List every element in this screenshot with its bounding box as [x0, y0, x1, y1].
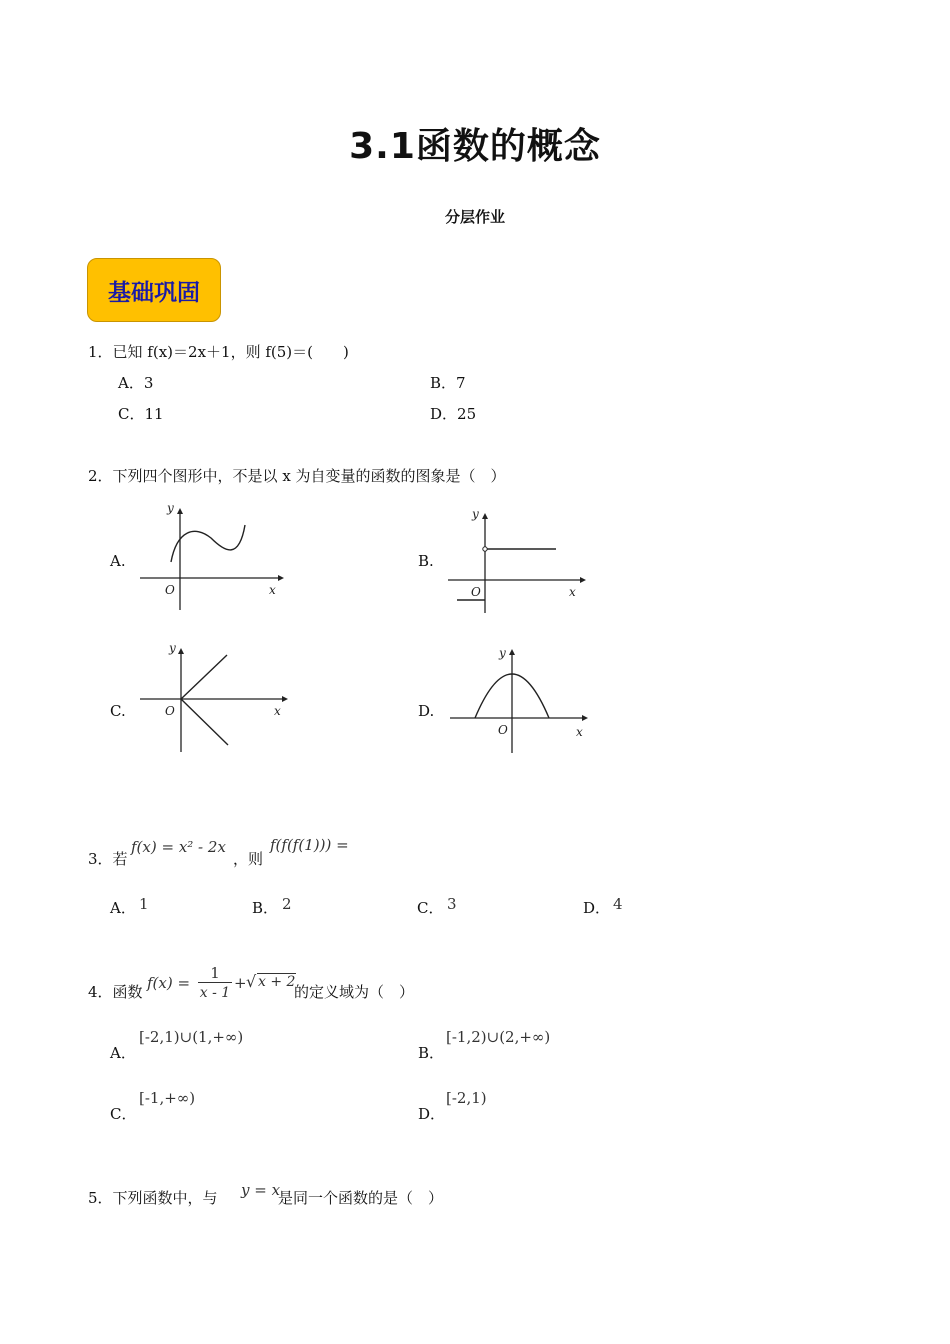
q4-option-a-value: [-2,1)∪(1,+∞) — [139, 1028, 244, 1046]
q2-option-a: A. — [110, 552, 126, 570]
page-title: 3.1函数的概念 — [349, 126, 601, 167]
q4-plus: + — [234, 974, 247, 992]
q4-numerator: 1 — [198, 964, 232, 983]
q4-option-b-value: [-1,2)∪(2,+∞) — [446, 1028, 551, 1046]
q3-prefix: 3．若 — [88, 850, 128, 868]
q2-option-d: D. — [418, 702, 435, 720]
q4-f-part: f(x) = — [147, 974, 191, 992]
q3-option-d-value: 4 — [613, 895, 623, 913]
q5-expr: y = x — [241, 1181, 281, 1199]
q2-graph-a — [135, 500, 285, 615]
q2c-y-label: y — [169, 641, 176, 655]
q2d-origin-label: O — [498, 723, 508, 737]
q3-mid: ，则 — [233, 850, 264, 868]
q4-option-c-label: C． — [110, 1105, 137, 1123]
q4-prefix: 4．函数 — [88, 983, 143, 1001]
q2-graph-b — [445, 505, 590, 615]
q4-sqrt-sign: √ — [246, 972, 257, 991]
q4-option-a-label: A． — [110, 1044, 136, 1062]
q2b-y-label: y — [472, 507, 479, 521]
q3-expr2: f(f(f(1))) = — [270, 836, 349, 854]
q5-suffix: 是同一个函数的是（ ） — [278, 1189, 444, 1207]
q4-option-c-value: [-1,+∞) — [139, 1089, 196, 1107]
q4-option-d-label: D． — [418, 1105, 446, 1123]
q3-option-a-label: A． — [110, 899, 136, 917]
q3-option-d-label: D． — [583, 899, 611, 917]
q2-option-b: B. — [418, 552, 434, 570]
section-badge: 基础巩固 — [87, 258, 221, 322]
q2d-x-label: x — [576, 725, 583, 739]
page-subtitle: 分层作业 — [444, 208, 505, 226]
q2b-x-label: x — [569, 585, 576, 599]
q1-option-a: A．3 — [118, 374, 154, 392]
q1-option-b: B．7 — [430, 374, 466, 392]
q3-option-b-label: B． — [252, 899, 279, 917]
q4-fraction — [198, 964, 232, 1003]
q5-prefix: 5．下列函数中，与 — [88, 1189, 218, 1207]
q4-option-d-value: [-2,1) — [446, 1089, 487, 1107]
q1-option-c: C．11 — [118, 405, 164, 423]
q1-option-d: D．25 — [430, 405, 477, 423]
q4-denominator: x - 1 — [199, 985, 231, 1001]
q4-option-b-label: B． — [418, 1044, 445, 1062]
q3-option-b-value: 2 — [282, 895, 292, 913]
q2c-x-label: x — [274, 704, 281, 718]
q2a-x-label: x — [269, 583, 276, 597]
q2d-y-label: y — [499, 646, 506, 660]
q4-sqrt-argument: x + 2 — [258, 974, 296, 990]
q2-graph-c — [135, 640, 290, 755]
q3-expr1: f(x) = x² - 2x — [131, 838, 226, 856]
q2b-origin-label: O — [471, 585, 481, 599]
q2-option-c: C. — [110, 702, 126, 720]
q3-option-c-value: 3 — [447, 895, 457, 913]
q3-option-a-value: 1 — [139, 895, 149, 913]
q1-stem: 1．已知 f(x)＝2x＋1，则 f(5)＝( ) — [88, 343, 349, 361]
q2a-origin-label: O — [165, 583, 175, 597]
q2a-y-label: y — [167, 501, 174, 515]
q2-stem: 2．下列四个图形中，不是以 x 为自变量的函数的图象是（ ） — [88, 467, 506, 485]
q4-suffix: 的定义域为（ ） — [294, 983, 415, 1001]
q2c-origin-label: O — [165, 704, 175, 718]
q3-option-c-label: C． — [417, 899, 444, 917]
q2-graph-d — [445, 645, 593, 755]
